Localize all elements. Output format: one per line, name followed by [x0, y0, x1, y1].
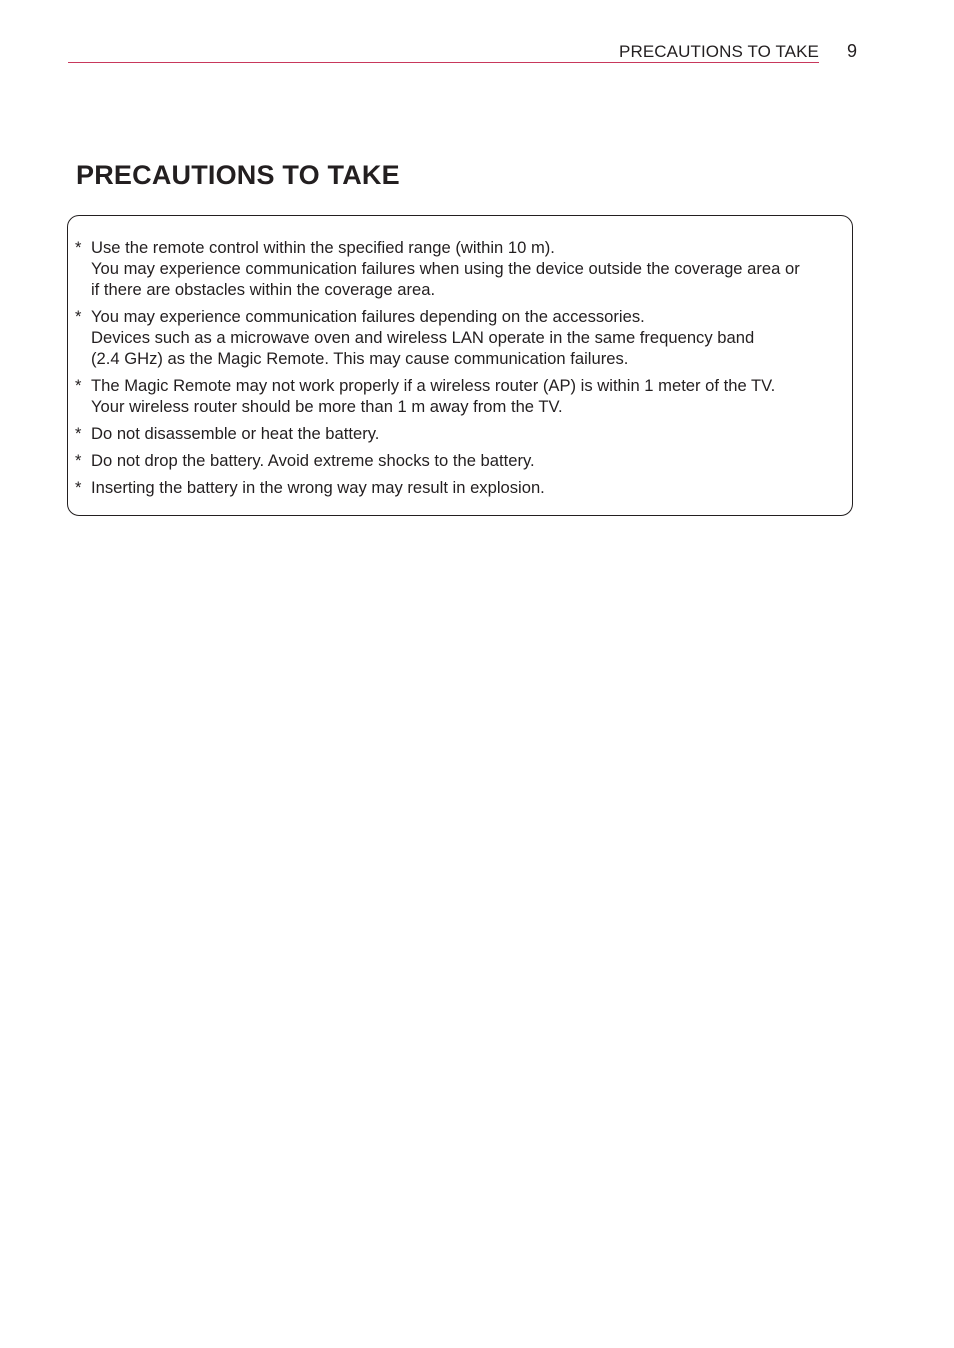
- notice-line: Do not drop the battery. Avoid extreme shocks to the battery.: [91, 451, 535, 470]
- notice-line: Do not disassemble or heat the battery.: [91, 424, 380, 443]
- bullet-marker: *: [75, 307, 82, 326]
- bullet-marker: *: [75, 424, 82, 443]
- bullet-marker: *: [75, 451, 82, 470]
- notice-line: Your wireless router should be more than 1 m away from the TV.: [91, 397, 563, 416]
- notice-line: You may experience communication failures when using the device outside the coverage area or: [91, 259, 800, 278]
- running-header: [68, 38, 819, 63]
- notice-item: [75, 423, 846, 444]
- notice-item: [75, 237, 846, 300]
- bullet-marker: *: [75, 478, 82, 497]
- running-title: PRECAUTIONS TO TAKE: [619, 42, 819, 61]
- notice-line: Devices such as a microwave oven and wireless LAN operate in the same frequency band: [91, 328, 755, 347]
- notice-item: [75, 450, 846, 471]
- notice-line: You may experience communication failures depending on the accessories.: [91, 307, 645, 326]
- notice-item: [75, 375, 846, 417]
- section-title: PRECAUTIONS TO TAKE: [76, 160, 400, 190]
- notice-item: [75, 306, 846, 369]
- notice-item: [75, 477, 846, 498]
- notice-list: [75, 237, 846, 504]
- notice-line: The Magic Remote may not work properly if a wireless router (AP) is within 1 meter of the TV.: [91, 376, 776, 395]
- notice-line: if there are obstacles within the coverage area.: [91, 280, 436, 299]
- page-number: 9: [847, 41, 858, 61]
- bullet-marker: *: [75, 376, 82, 395]
- bullet-marker: *: [75, 238, 82, 257]
- notice-box: [67, 215, 853, 516]
- notice-line: Use the remote control within the specified range (within 10 m).: [91, 238, 555, 257]
- notice-line: Inserting the battery in the wrong way may result in explosion.: [91, 478, 545, 497]
- notice-line: (2.4 GHz) as the Magic Remote. This may cause communication failures.: [91, 349, 629, 368]
